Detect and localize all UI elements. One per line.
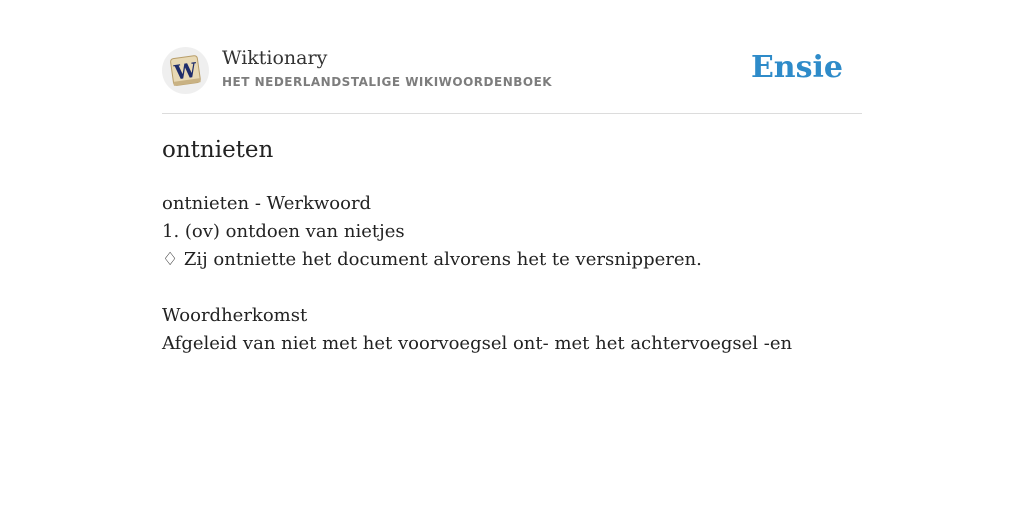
etymology-heading: Woordherkomst bbox=[162, 305, 308, 326]
site-tagline: HET NEDERLANDSTALIGE WIKIWOORDENBOEK bbox=[222, 75, 553, 89]
wiktionary-tile-icon bbox=[162, 47, 209, 94]
wiktionary-logo[interactable] bbox=[162, 47, 209, 94]
entry-body bbox=[162, 190, 862, 358]
definition-line: 1. (ov) ontdoen van nietjes bbox=[162, 221, 405, 242]
etymology-text: Afgeleid van niet met het voorvoegsel ont- met het achtervoegsel -en bbox=[162, 333, 793, 354]
header-divider bbox=[162, 113, 862, 114]
page-title: ontnieten bbox=[162, 137, 274, 163]
site-header bbox=[162, 46, 862, 96]
example-line: ♢ Zij ontniette het document alvorens het te versnipperen. bbox=[162, 249, 702, 270]
entry-headword-line: ontnieten - Werkwoord bbox=[162, 193, 372, 214]
logo-letter: W bbox=[172, 57, 199, 85]
site-name[interactable]: Wiktionary bbox=[222, 47, 328, 69]
ensie-brand-link[interactable]: Ensie bbox=[750, 50, 843, 85]
blank-line bbox=[162, 274, 862, 302]
